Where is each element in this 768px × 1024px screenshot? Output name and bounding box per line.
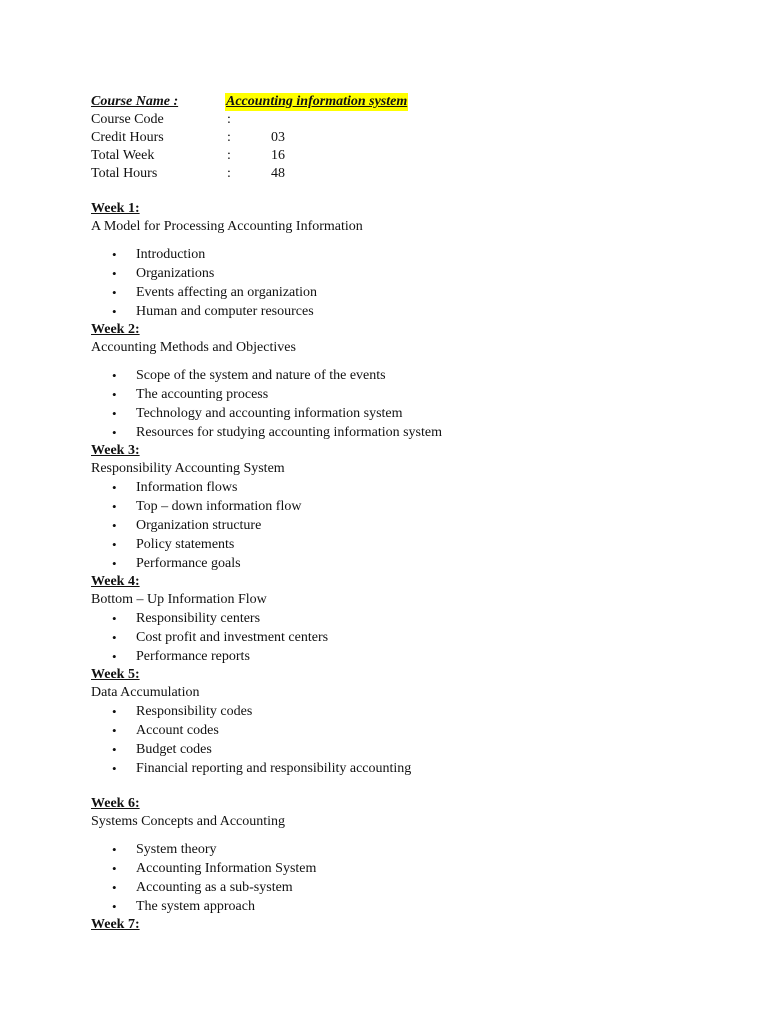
bullet-icon: • [112,499,117,514]
list-item [91,554,731,573]
topic-text: Top – down information flow [136,499,302,514]
list-item [91,245,731,264]
topic-text: Policy statements [136,537,235,552]
bullet-icon: • [112,723,117,738]
list-item [91,497,731,516]
list-item [91,628,731,647]
course-code-row [91,111,731,129]
week-2-topic-list [91,366,731,442]
course-code-separator: : [227,112,231,127]
bullet-icon: • [112,285,117,300]
total-week-row [91,147,731,165]
topic-text: The accounting process [136,387,269,402]
topic-text: Technology and accounting information system [136,406,403,421]
topic-text: Scope of the system and nature of the events [136,368,386,383]
bullet-icon: • [112,387,117,402]
list-item [91,859,731,878]
bullet-icon: • [112,480,117,495]
week-6-title: Week 6: [91,796,140,811]
spacer [91,183,731,200]
week-2-subtitle: Accounting Methods and Objectives [91,340,296,355]
credit-hours-value: 03 [271,130,285,145]
list-item [91,302,731,321]
course-name-row [91,93,731,111]
bullet-icon: • [112,630,117,645]
topic-text: System theory [136,842,217,857]
spacer [91,778,731,795]
course-name-value: Accounting information system [226,94,408,109]
topic-text: Accounting Information System [136,861,317,876]
list-item [91,423,731,442]
bullet-icon: • [112,842,117,857]
topic-text: Performance reports [136,649,250,664]
list-item [91,840,731,859]
week-6-topic-list [91,840,731,916]
topic-text: Events affecting an organization [136,285,318,300]
credit-hours-separator: : [227,130,231,145]
week-3-subtitle: Responsibility Accounting System [91,461,285,476]
bullet-icon: • [112,761,117,776]
list-item [91,478,731,497]
week-3-topic-list [91,478,731,573]
topic-text: Human and computer resources [136,304,314,319]
list-item [91,404,731,423]
list-item [91,385,731,404]
topic-text: Organization structure [136,518,262,533]
topic-text: Organizations [136,266,215,281]
total-hours-row [91,165,731,183]
list-item [91,702,731,721]
topic-text: Responsibility centers [136,611,261,626]
week-6-subtitle: Systems Concepts and Accounting [91,814,286,829]
topic-text: Cost profit and investment centers [136,630,329,645]
topic-text: Financial reporting and responsibility accounting [136,761,412,776]
bullet-icon: • [112,537,117,552]
bullet-icon: • [112,406,117,421]
list-item [91,535,731,554]
total-hours-separator: : [227,166,231,181]
list-item [91,759,731,778]
bullet-icon: • [112,742,117,757]
bullet-icon: • [112,266,117,281]
list-item [91,740,731,759]
list-item [91,609,731,628]
week-4-title: Week 4: [91,574,140,589]
bullet-icon: • [112,518,117,533]
topic-text: The system approach [136,899,255,914]
list-item [91,897,731,916]
list-item [91,647,731,666]
course-code-label: Course Code [91,112,164,127]
course-outline-document [91,93,731,934]
topic-text: Responsibility codes [136,704,253,719]
week-5-topic-list [91,702,731,778]
week-3-title: Week 3: [91,443,140,458]
week-4-topic-list [91,609,731,666]
week-1-subtitle: A Model for Processing Accounting Information [91,219,363,234]
week-1-topic-list [91,245,731,321]
total-hours-value: 48 [271,166,285,181]
bullet-icon: • [112,247,117,262]
spacer [91,831,731,840]
total-hours-label: Total Hours [91,166,158,181]
topic-text: Information flows [136,480,238,495]
bullet-icon: • [112,899,117,914]
week-5-title: Week 5: [91,667,140,682]
week-7-title: Week 7: [91,917,140,932]
bullet-icon: • [112,704,117,719]
total-week-separator: : [227,148,231,163]
list-item [91,264,731,283]
topic-text: Accounting as a sub-system [136,880,293,895]
week-2-title: Week 2: [91,322,140,337]
list-item [91,878,731,897]
list-item [91,721,731,740]
bullet-icon: • [112,304,117,319]
topic-text: Budget codes [136,742,212,757]
bullet-icon: • [112,368,117,383]
credit-hours-label: Credit Hours [91,130,164,145]
bullet-icon: • [112,649,117,664]
list-item [91,516,731,535]
bullet-icon: • [112,611,117,626]
bullet-icon: • [112,556,117,571]
spacer [91,236,731,245]
credit-hours-row [91,129,731,147]
week-4-subtitle: Bottom – Up Information Flow [91,592,267,607]
list-item [91,283,731,302]
topic-text: Introduction [136,247,206,262]
topic-text: Resources for studying accounting information system [136,425,442,440]
list-item [91,366,731,385]
total-week-value: 16 [271,148,285,163]
week-5-subtitle: Data Accumulation [91,685,200,700]
topic-text: Account codes [136,723,219,738]
bullet-icon: • [112,880,117,895]
total-week-label: Total Week [91,148,155,163]
spacer [91,357,731,366]
bullet-icon: • [112,425,117,440]
course-name-label: Course Name : [91,94,179,109]
topic-text: Performance goals [136,556,241,571]
bullet-icon: • [112,861,117,876]
week-1-title: Week 1: [91,201,140,216]
